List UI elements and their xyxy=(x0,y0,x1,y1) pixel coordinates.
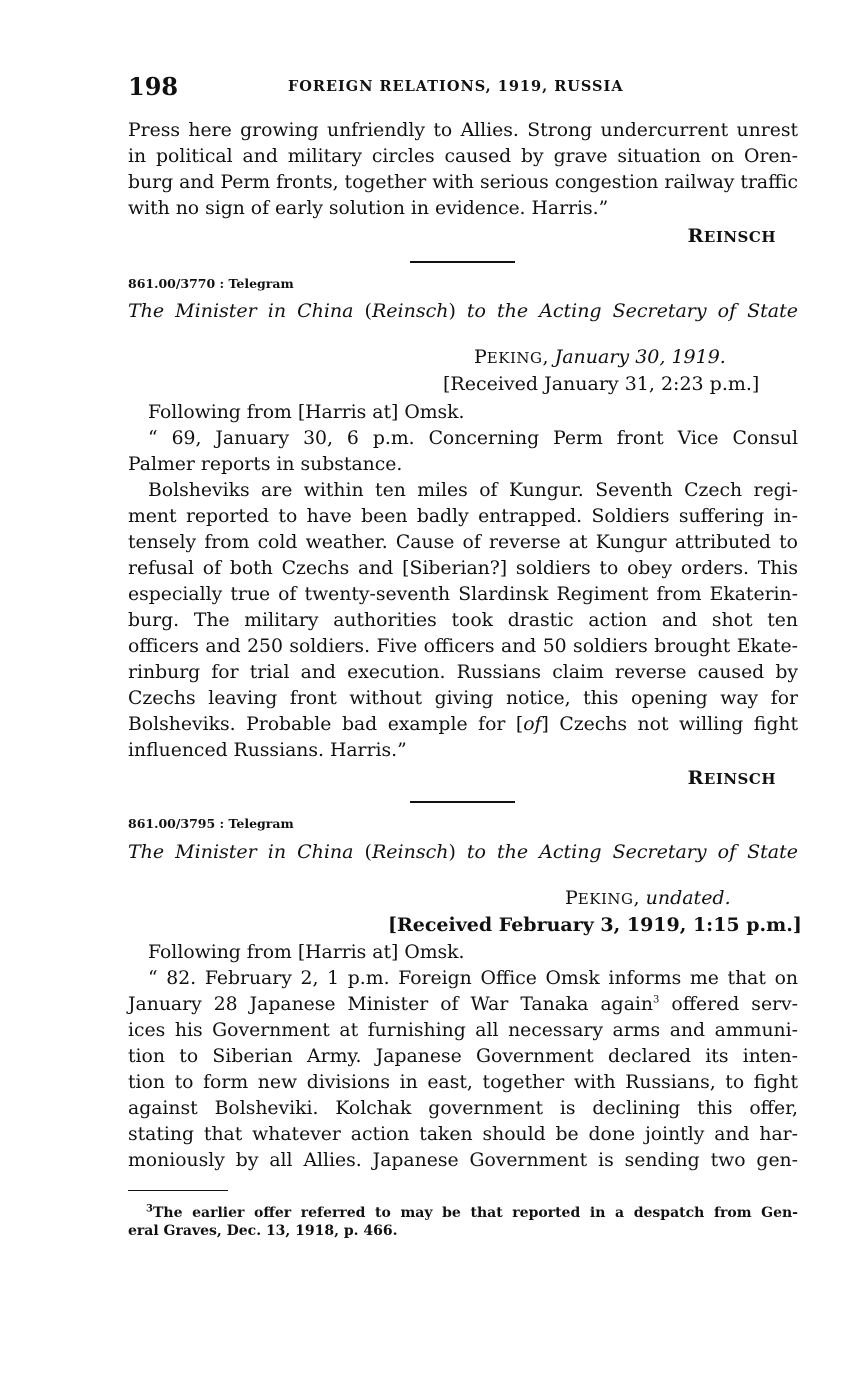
body-line: Press here growing unfriendly to Allies. Strong undercurrent unrest xyxy=(128,120,798,141)
body-line: January 28 Japanese Minister of War Tanaka again$^3$ offered serv- xyxy=(128,994,798,1015)
document-heading: The Minister in China (Reinsch) to the Acting Secretary of State xyxy=(128,841,798,863)
body-line: Following from [Harris at] Omsk. xyxy=(148,402,465,423)
body-line: tensely from cold weather. Cause of reverse at Kungur attributed to xyxy=(128,532,798,553)
body-line: Following from [Harris at] Omsk. xyxy=(148,942,465,963)
received-note: [Received January 31, 2:23 p.m.] xyxy=(443,373,760,395)
place-date: PEKING, January 30, 1919. xyxy=(474,346,726,368)
footnote-reference: 3 xyxy=(653,994,660,1006)
body-line: ment reported to have been badly entrapped. Soldiers suffering in- xyxy=(128,506,798,527)
body-line: Bolsheviks are within ten miles of Kungur. Seventh Czech regi- xyxy=(148,480,798,501)
body-line: rinburg for trial and execution. Russians claim reverse caused by xyxy=(128,662,798,683)
body-line: influenced Russians. Harris.” xyxy=(128,740,407,761)
footnote-line: eral Graves, Dec. 13, 1918, p. 466. xyxy=(128,1223,398,1239)
body-line: stating that whatever action taken should be done jointly and har- xyxy=(128,1124,798,1145)
received-note: [Received February 3, 1919, 1:15 p.m.] xyxy=(388,914,802,936)
place-date: PEKING, undated. xyxy=(565,887,731,909)
document-reference: 861.00/3795 : Telegram xyxy=(128,816,294,831)
body-line: tion to form new divisions in east, together with Russians, to fight xyxy=(128,1072,798,1093)
body-line: against Bolsheviki. Kolchak government is declining this offer, xyxy=(128,1098,798,1119)
body-line: tion to Siberian Army. Japanese Government declared its inten- xyxy=(128,1046,798,1067)
body-line: officers and 250 soldiers. Five officers and 50 soldiers brought Ekate- xyxy=(128,636,798,657)
body-line: Czechs leaving front without giving notice, this opening way for xyxy=(128,688,798,709)
running-title: FOREIGN RELATIONS, 1919, RUSSIA xyxy=(288,78,624,95)
body-line: ices his Government at furnishing all necessary arms and ammuni- xyxy=(128,1020,798,1041)
section-divider xyxy=(410,261,515,263)
footnote-line: $^3$The earlier offer referred to may be that reported in a despatch from Gen- xyxy=(146,1203,798,1221)
body-line: moniously by all Allies. Japanese Government is sending two gen- xyxy=(128,1150,798,1171)
document-reference: 861.00/3770 : Telegram xyxy=(128,276,294,291)
body-line: burg and Perm fronts, together with serious congestion railway traffic xyxy=(128,172,798,193)
body-line: especially true of twenty-seventh Slardinsk Regiment from Ekaterin- xyxy=(128,584,798,605)
footnote-mark: 3 xyxy=(146,1203,153,1215)
document-heading: The Minister in China (Reinsch) to the Acting Secretary of State xyxy=(128,300,798,322)
body-line: Palmer reports in substance. xyxy=(128,454,403,475)
page-number: 198 xyxy=(128,72,179,101)
body-line: in political and military circles caused by grave situation on Oren- xyxy=(128,146,798,167)
body-line: “ 69, January 30, 6 p.m. Concerning Perm front Vice Consul xyxy=(148,428,798,449)
body-line: with no sign of early solution in evidence. Harris.” xyxy=(128,198,609,219)
footnote-divider xyxy=(128,1190,228,1191)
body-line: Bolsheviks. Probable bad example for [of] Czechs not willing fight xyxy=(128,714,798,735)
signature: REINSCH xyxy=(687,767,776,789)
body-line: burg. The military authorities took drastic action and shot ten xyxy=(128,610,798,631)
signature: REINSCH xyxy=(687,225,776,247)
section-divider xyxy=(410,801,515,803)
body-line: refusal of both Czechs and [Siberian?] soldiers to obey orders. This xyxy=(128,558,798,579)
body-line: “ 82. February 2, 1 p.m. Foreign Office Omsk informs me that on xyxy=(148,968,798,989)
